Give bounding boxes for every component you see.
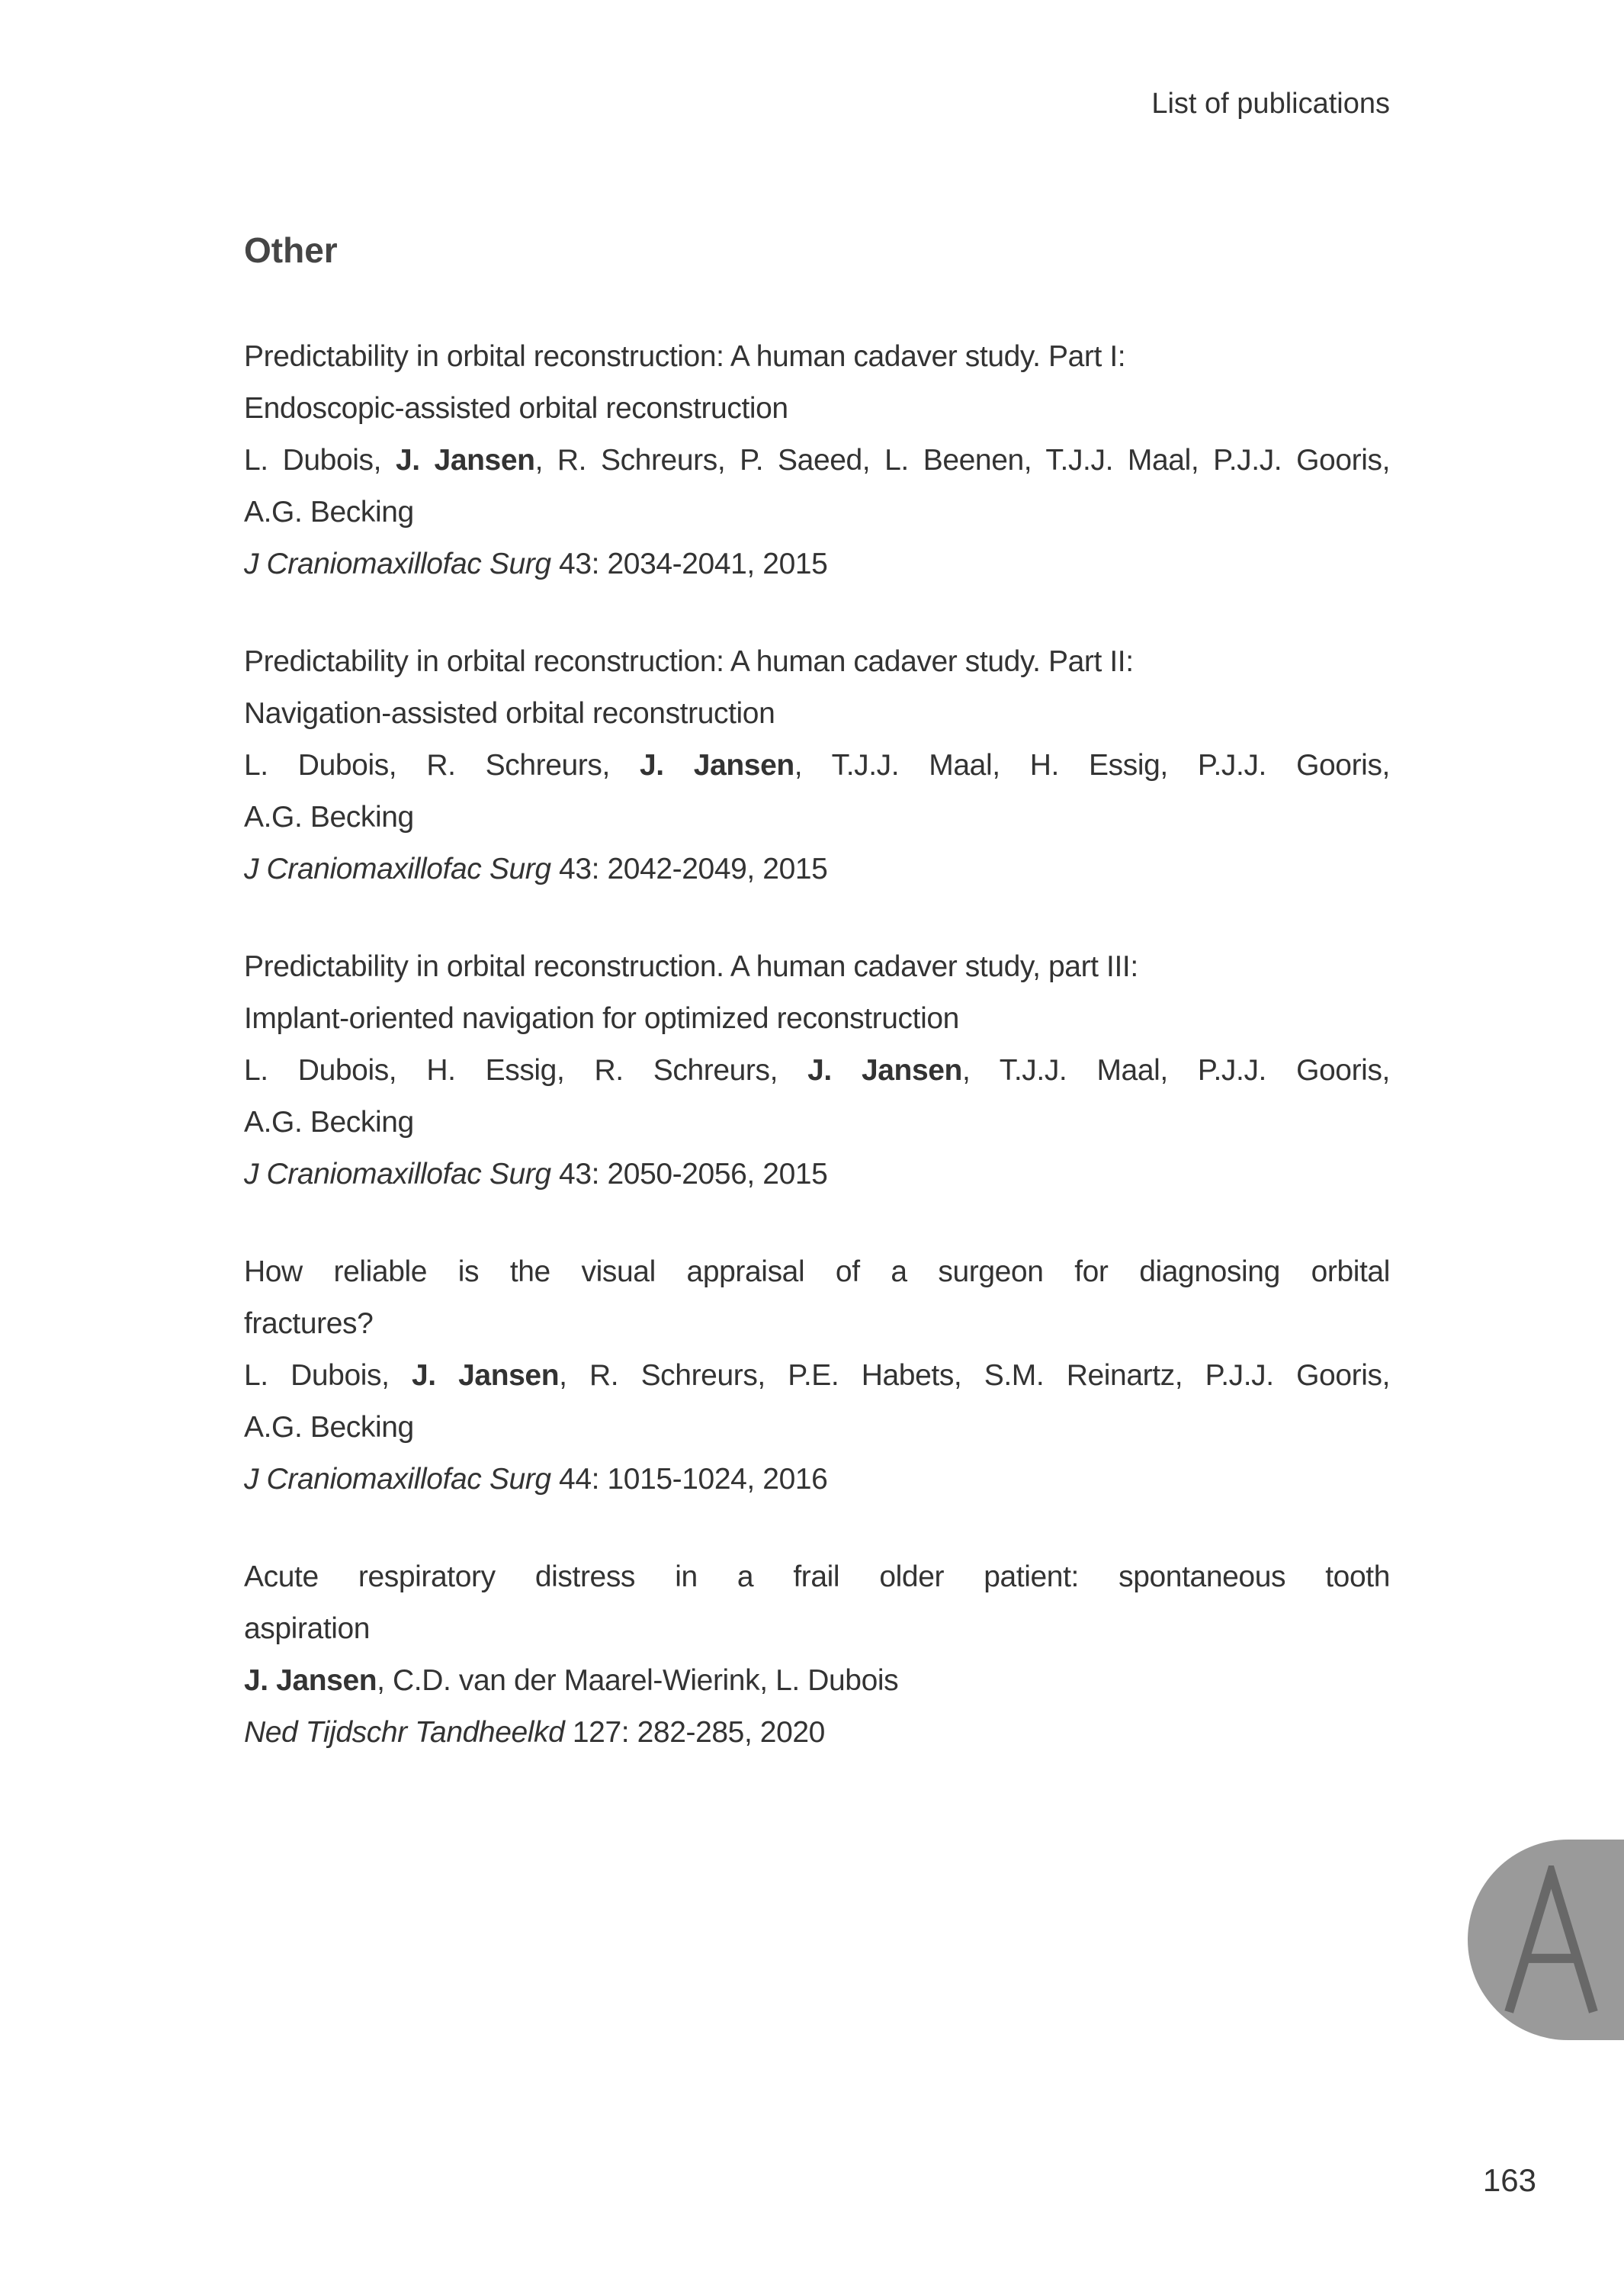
text-segment: L. Dubois, H. Essig, R. Schreurs, <box>244 1054 808 1087</box>
publication-line <box>244 1045 1390 1097</box>
text-segment: L. Dubois, <box>244 1359 412 1392</box>
text-segment: 43: 2034-2041, 2015 <box>550 548 828 580</box>
text-segment: L. Dubois, R. Schreurs, <box>244 749 640 782</box>
publication-line <box>244 1246 1390 1298</box>
text-segment: How reliable is the visual appraisal of a surgeon for diagnosing orbital <box>244 1255 1390 1288</box>
journal-name: J Craniomaxillofac Surg <box>244 1158 551 1191</box>
section-title: Other <box>244 230 338 270</box>
publication-line <box>244 435 1390 487</box>
publication-entry <box>244 941 1390 1200</box>
publications-list <box>244 331 1390 1759</box>
publication-line <box>244 1454 1390 1506</box>
text-segment: 43: 2050-2056, 2015 <box>550 1158 828 1191</box>
text-segment: Predictability in orbital reconstruction: A human cadaver study. Part II: <box>244 645 1134 678</box>
publication-line <box>244 636 1390 688</box>
text-segment: A.G. Becking <box>244 496 414 529</box>
publication-line <box>244 792 1390 844</box>
publication-line <box>244 1655 1390 1707</box>
text-segment: A.G. Becking <box>244 1106 414 1139</box>
text-segment: , T.J.J. Maal, H. Essig, P.J.J. Gooris, <box>794 749 1390 782</box>
journal-name: J Craniomaxillofac Surg <box>244 1463 551 1496</box>
publication-line <box>244 1551 1390 1603</box>
text-segment: Acute respiratory distress in a frail older patient: spontaneous tooth <box>244 1560 1390 1593</box>
publication-line <box>244 1298 1390 1350</box>
text-segment: , T.J.J. Maal, P.J.J. Gooris, <box>961 1054 1390 1087</box>
text-segment: , C.D. van der Maarel-Wierink, L. Dubois <box>377 1664 899 1697</box>
publication-line <box>244 1707 1390 1759</box>
author-highlight: J. Jansen <box>395 444 535 477</box>
text-segment: aspiration <box>244 1612 371 1645</box>
text-segment: fractures? <box>244 1307 374 1340</box>
publication-entry <box>244 1246 1390 1506</box>
publication-entry <box>244 331 1390 590</box>
publication-line <box>244 331 1390 383</box>
publication-line <box>244 844 1390 895</box>
text-segment: 127: 282-285, 2020 <box>564 1716 825 1749</box>
publication-entry <box>244 1551 1390 1759</box>
text-segment: Predictability in orbital reconstruction: A human cadaver study. Part I: <box>244 340 1126 373</box>
appendix-letter-a-icon <box>1500 1865 1603 2014</box>
publication-line <box>244 1350 1390 1402</box>
publication-line <box>244 1603 1390 1655</box>
publication-line <box>244 1149 1390 1200</box>
author-highlight: J. Jansen <box>411 1359 560 1392</box>
publication-line <box>244 941 1390 993</box>
journal-name: J Craniomaxillofac Surg <box>244 853 551 885</box>
text-segment: A.G. Becking <box>244 1411 414 1444</box>
text-segment: 44: 1015-1024, 2016 <box>550 1463 828 1496</box>
appendix-tab <box>1468 1840 1624 2040</box>
text-segment: A.G. Becking <box>244 801 414 834</box>
author-highlight: J. Jansen <box>639 749 794 782</box>
text-segment: , R. Schreurs, P.E. Habets, S.M. Reinartz, P.J.J. Gooris, <box>559 1359 1391 1392</box>
page-number: 163 <box>1482 2162 1536 2198</box>
journal-name: J Craniomaxillofac Surg <box>244 548 551 580</box>
author-highlight: J. Jansen <box>807 1054 962 1087</box>
text-segment: , R. Schreurs, P. Saeed, L. Beenen, T.J.J. Maal, P.J.J. Gooris, <box>534 444 1391 477</box>
publication-line <box>244 688 1390 740</box>
publication-line <box>244 1402 1390 1454</box>
publication-line <box>244 383 1390 435</box>
publication-line <box>244 538 1390 590</box>
journal-name: Ned Tijdschr Tandheelkd <box>244 1716 565 1749</box>
publication-line <box>244 740 1390 792</box>
text-segment: Navigation-assisted orbital reconstruction <box>244 697 775 730</box>
publication-line <box>244 1097 1390 1149</box>
text-segment: Predictability in orbital reconstruction. A human cadaver study, part III: <box>244 950 1138 983</box>
text-segment: Endoscopic-assisted orbital reconstruction <box>244 392 788 425</box>
publication-line <box>244 993 1390 1045</box>
running-header: List of publications <box>1151 88 1390 120</box>
text-segment: L. Dubois, <box>244 444 396 477</box>
publication-line <box>244 487 1390 538</box>
text-segment: 43: 2042-2049, 2015 <box>550 853 828 885</box>
publication-entry <box>244 636 1390 895</box>
text-segment: Implant-oriented navigation for optimized reconstruction <box>244 1002 959 1035</box>
author-highlight: J. Jansen <box>244 1664 377 1697</box>
